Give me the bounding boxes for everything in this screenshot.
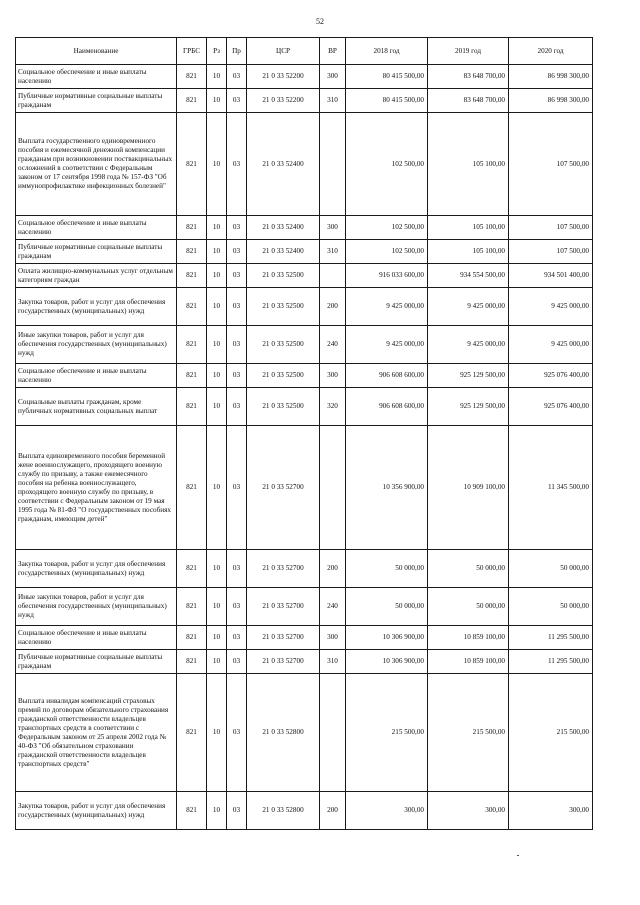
header-2019: 2019 год xyxy=(428,38,509,65)
cell-2019: 83 648 700,00 xyxy=(428,89,509,113)
cell-2018: 300,00 xyxy=(346,792,428,830)
cell-2018: 916 033 600,00 xyxy=(346,264,428,288)
table-row xyxy=(16,113,593,216)
cell-grbs: 821 xyxy=(177,626,207,650)
cell-vr xyxy=(320,674,346,792)
cell-vr xyxy=(320,426,346,550)
cell-rz: 10 xyxy=(207,65,227,89)
cell-csr: 21 0 33 52200 xyxy=(247,89,320,113)
header-vr: ВР xyxy=(320,38,346,65)
header-name: Наименование xyxy=(16,38,177,65)
cell-2019: 50 000,00 xyxy=(428,588,509,626)
cell-2019: 925 129 500,00 xyxy=(428,388,509,426)
scan-artifact xyxy=(517,855,519,856)
header-pr: Пр xyxy=(227,38,247,65)
header-rz: Рз xyxy=(207,38,227,65)
cell-csr: 21 0 33 52400 xyxy=(247,216,320,240)
cell-2018: 10 306 900,00 xyxy=(346,650,428,674)
cell-2018: 906 608 600,00 xyxy=(346,388,428,426)
cell-csr: 21 0 33 52500 xyxy=(247,364,320,388)
cell-2020: 300,00 xyxy=(509,792,593,830)
cell-rz: 10 xyxy=(207,240,227,264)
cell-pr: 03 xyxy=(227,626,247,650)
table-row xyxy=(16,426,593,550)
cell-vr: 310 xyxy=(320,240,346,264)
cell-2020: 11 295 500,00 xyxy=(509,650,593,674)
table-row xyxy=(16,388,593,426)
cell-vr xyxy=(320,264,346,288)
cell-csr: 21 0 33 52700 xyxy=(247,626,320,650)
cell-pr: 03 xyxy=(227,264,247,288)
cell-2019: 10 909 100,00 xyxy=(428,426,509,550)
cell-name: Публичные нормативные социальные выплаты гражданам xyxy=(16,89,177,113)
cell-2020: 107 500,00 xyxy=(509,113,593,216)
cell-name: Социальные выплаты гражданам, кроме публичных нормативных социальных выплат xyxy=(16,388,177,426)
cell-pr: 03 xyxy=(227,326,247,364)
cell-pr: 03 xyxy=(227,240,247,264)
cell-rz: 10 xyxy=(207,326,227,364)
cell-2018: 102 500,00 xyxy=(346,113,428,216)
cell-grbs: 821 xyxy=(177,113,207,216)
cell-2018: 9 425 000,00 xyxy=(346,288,428,326)
cell-rz: 10 xyxy=(207,364,227,388)
cell-2019: 925 129 500,00 xyxy=(428,364,509,388)
cell-pr: 03 xyxy=(227,550,247,588)
table-row xyxy=(16,626,593,650)
cell-2018: 80 415 500,00 xyxy=(346,89,428,113)
header-2020: 2020 год xyxy=(509,38,593,65)
cell-grbs: 821 xyxy=(177,288,207,326)
cell-2020: 925 076 400,00 xyxy=(509,364,593,388)
cell-2020: 50 000,00 xyxy=(509,588,593,626)
cell-2019: 9 425 000,00 xyxy=(428,326,509,364)
cell-2019: 9 425 000,00 xyxy=(428,288,509,326)
cell-csr: 21 0 33 52200 xyxy=(247,65,320,89)
cell-2020: 925 076 400,00 xyxy=(509,388,593,426)
cell-csr: 21 0 33 52500 xyxy=(247,388,320,426)
cell-rz: 10 xyxy=(207,626,227,650)
cell-name: Выплата государственного единовременного пособия и ежемесячной денежной компенсации гражданам при возникновении поствакцинальных осложнений в соответствии с Федеральным законом от 17 сентября 1998 года № 157-ФЗ "Об иммунопрофилактике инфекционных болезней" xyxy=(16,113,177,216)
cell-vr: 240 xyxy=(320,326,346,364)
cell-2019: 105 100,00 xyxy=(428,216,509,240)
table-row xyxy=(16,264,593,288)
cell-rz: 10 xyxy=(207,426,227,550)
table-row xyxy=(16,65,593,89)
cell-name: Выплата инвалидам компенсаций страховых премий по договорам обязательного страхования гражданской ответственности владельцев транспортных средств в соответствии с Федеральным законом от 25 апреля 2002 года № 40-ФЗ "Об обязательном страховании гражданской ответственности владельцев транспортных средств" xyxy=(16,674,177,792)
cell-name: Закупка товаров, работ и услуг для обеспечения государственных (муниципальных) нужд xyxy=(16,288,177,326)
cell-name: Иные закупки товаров, работ и услуг для обеспечения государственных (муниципальных) нужд xyxy=(16,588,177,626)
table-row xyxy=(16,792,593,830)
cell-2020: 9 425 000,00 xyxy=(509,326,593,364)
cell-csr: 21 0 33 52400 xyxy=(247,240,320,264)
header-2018: 2018 год xyxy=(346,38,428,65)
cell-2020: 86 998 300,00 xyxy=(509,65,593,89)
cell-2018: 10 356 900,00 xyxy=(346,426,428,550)
cell-pr: 03 xyxy=(227,364,247,388)
cell-vr: 310 xyxy=(320,89,346,113)
cell-rz: 10 xyxy=(207,588,227,626)
cell-rz: 10 xyxy=(207,288,227,326)
cell-2019: 105 100,00 xyxy=(428,113,509,216)
cell-pr: 03 xyxy=(227,288,247,326)
cell-vr: 300 xyxy=(320,65,346,89)
cell-2020: 934 501 400,00 xyxy=(509,264,593,288)
cell-grbs: 821 xyxy=(177,216,207,240)
cell-pr: 03 xyxy=(227,426,247,550)
cell-pr: 03 xyxy=(227,588,247,626)
cell-vr: 300 xyxy=(320,364,346,388)
cell-rz: 10 xyxy=(207,674,227,792)
cell-rz: 10 xyxy=(207,550,227,588)
cell-name: Закупка товаров, работ и услуг для обеспечения государственных (муниципальных) нужд xyxy=(16,550,177,588)
cell-2018: 102 500,00 xyxy=(346,240,428,264)
cell-grbs: 821 xyxy=(177,650,207,674)
table-row xyxy=(16,650,593,674)
cell-vr: 200 xyxy=(320,792,346,830)
page-number: 52 xyxy=(316,17,324,26)
cell-csr: 21 0 33 52500 xyxy=(247,326,320,364)
cell-vr: 310 xyxy=(320,650,346,674)
cell-pr: 03 xyxy=(227,89,247,113)
cell-2020: 11 295 500,00 xyxy=(509,626,593,650)
cell-2020: 215 500,00 xyxy=(509,674,593,792)
cell-rz: 10 xyxy=(207,89,227,113)
cell-2019: 50 000,00 xyxy=(428,550,509,588)
cell-name: Социальное обеспечение и иные выплаты населению xyxy=(16,65,177,89)
cell-2019: 215 500,00 xyxy=(428,674,509,792)
cell-2018: 50 000,00 xyxy=(346,550,428,588)
cell-2018: 50 000,00 xyxy=(346,588,428,626)
cell-rz: 10 xyxy=(207,650,227,674)
cell-grbs: 821 xyxy=(177,792,207,830)
table-row xyxy=(16,89,593,113)
table-row xyxy=(16,674,593,792)
cell-2019: 934 554 500,00 xyxy=(428,264,509,288)
cell-2020: 107 500,00 xyxy=(509,240,593,264)
cell-csr: 21 0 33 52700 xyxy=(247,550,320,588)
cell-2018: 10 306 900,00 xyxy=(346,626,428,650)
cell-2018: 906 608 600,00 xyxy=(346,364,428,388)
table-row xyxy=(16,588,593,626)
cell-pr: 03 xyxy=(227,388,247,426)
cell-grbs: 821 xyxy=(177,426,207,550)
cell-2020: 9 425 000,00 xyxy=(509,288,593,326)
cell-vr: 240 xyxy=(320,588,346,626)
cell-csr: 21 0 33 52800 xyxy=(247,674,320,792)
cell-grbs: 821 xyxy=(177,240,207,264)
cell-vr: 300 xyxy=(320,626,346,650)
budget-table xyxy=(15,37,593,830)
cell-2018: 102 500,00 xyxy=(346,216,428,240)
table-header-row xyxy=(16,38,593,65)
table-row xyxy=(16,216,593,240)
cell-2018: 9 425 000,00 xyxy=(346,326,428,364)
cell-vr: 300 xyxy=(320,216,346,240)
cell-2020: 86 998 300,00 xyxy=(509,89,593,113)
cell-grbs: 821 xyxy=(177,89,207,113)
cell-vr: 200 xyxy=(320,550,346,588)
cell-grbs: 821 xyxy=(177,674,207,792)
cell-grbs: 821 xyxy=(177,264,207,288)
cell-2019: 83 648 700,00 xyxy=(428,65,509,89)
table-row xyxy=(16,550,593,588)
table-row xyxy=(16,240,593,264)
table-row xyxy=(16,288,593,326)
cell-name: Оплата жилищно-коммунальных услуг отдельным категориям граждан xyxy=(16,264,177,288)
cell-2019: 300,00 xyxy=(428,792,509,830)
cell-csr: 21 0 33 52800 xyxy=(247,792,320,830)
cell-csr: 21 0 33 52500 xyxy=(247,264,320,288)
cell-pr: 03 xyxy=(227,65,247,89)
cell-2018: 215 500,00 xyxy=(346,674,428,792)
cell-csr: 21 0 33 52700 xyxy=(247,650,320,674)
cell-2019: 105 100,00 xyxy=(428,240,509,264)
header-grbs: ГРБС xyxy=(177,38,207,65)
cell-grbs: 821 xyxy=(177,588,207,626)
cell-csr: 21 0 33 52700 xyxy=(247,426,320,550)
cell-name: Социальное обеспечение и иные выплаты населению xyxy=(16,364,177,388)
cell-rz: 10 xyxy=(207,264,227,288)
cell-pr: 03 xyxy=(227,674,247,792)
cell-rz: 10 xyxy=(207,792,227,830)
cell-vr: 200 xyxy=(320,288,346,326)
cell-grbs: 821 xyxy=(177,550,207,588)
cell-pr: 03 xyxy=(227,792,247,830)
cell-vr xyxy=(320,113,346,216)
cell-2019: 10 859 100,00 xyxy=(428,650,509,674)
cell-grbs: 821 xyxy=(177,364,207,388)
cell-pr: 03 xyxy=(227,216,247,240)
table-row xyxy=(16,364,593,388)
cell-name: Публичные нормативные социальные выплаты гражданам xyxy=(16,240,177,264)
cell-grbs: 821 xyxy=(177,65,207,89)
cell-name: Социальное обеспечение и иные выплаты населению xyxy=(16,626,177,650)
cell-grbs: 821 xyxy=(177,388,207,426)
cell-name: Публичные нормативные социальные выплаты гражданам xyxy=(16,650,177,674)
cell-name: Иные закупки товаров, работ и услуг для обеспечения государственных (муниципальных) нужд xyxy=(16,326,177,364)
cell-rz: 10 xyxy=(207,113,227,216)
cell-name: Выплата единовременного пособия беременной жене военнослужащего, проходящего военную службу по призыву, а также ежемесячного пособия на ребенка военнослужащего, проходящего военную службу по призыву, в соответствии с Федеральным законом от 19 мая 1995 года № 81-ФЗ "О государственных пособиях гражданам, имеющим детей" xyxy=(16,426,177,550)
cell-pr: 03 xyxy=(227,113,247,216)
cell-csr: 21 0 33 52400 xyxy=(247,113,320,216)
cell-2018: 80 415 500,00 xyxy=(346,65,428,89)
cell-2019: 10 859 100,00 xyxy=(428,626,509,650)
cell-2020: 11 345 500,00 xyxy=(509,426,593,550)
cell-rz: 10 xyxy=(207,388,227,426)
cell-rz: 10 xyxy=(207,216,227,240)
cell-grbs: 821 xyxy=(177,326,207,364)
cell-name: Закупка товаров, работ и услуг для обеспечения государственных (муниципальных) нужд xyxy=(16,792,177,830)
cell-2020: 107 500,00 xyxy=(509,216,593,240)
header-csr: ЦСР xyxy=(247,38,320,65)
cell-pr: 03 xyxy=(227,650,247,674)
cell-csr: 21 0 33 52700 xyxy=(247,588,320,626)
cell-csr: 21 0 33 52500 xyxy=(247,288,320,326)
table-row xyxy=(16,326,593,364)
cell-2020: 50 000,00 xyxy=(509,550,593,588)
cell-name: Социальное обеспечение и иные выплаты населению xyxy=(16,216,177,240)
cell-vr: 320 xyxy=(320,388,346,426)
